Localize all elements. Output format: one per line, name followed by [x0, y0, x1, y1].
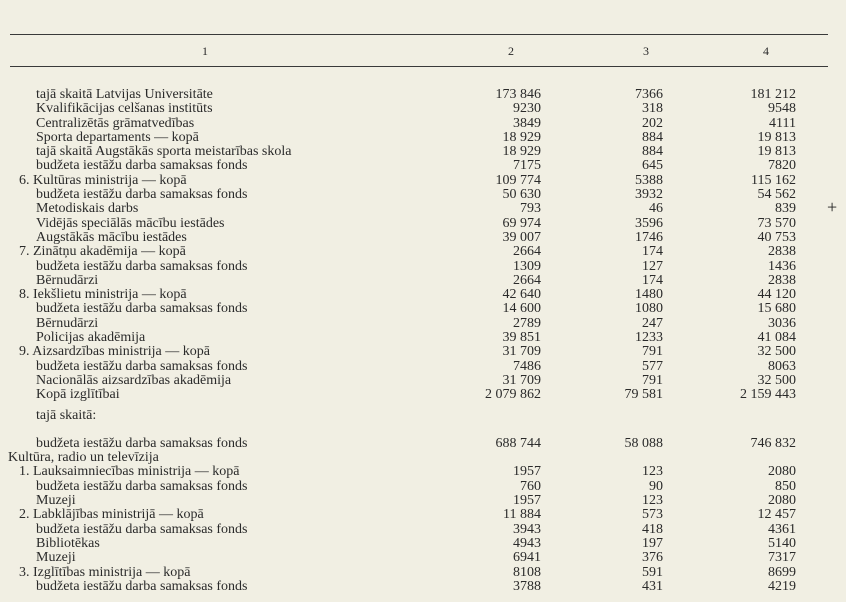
value-col-4: 40 753 — [757, 229, 796, 245]
value-col-2: 3788 — [513, 578, 541, 594]
value-col-4: 4361 — [768, 521, 796, 537]
value-col-2: 31 709 — [502, 344, 541, 360]
row-label: Augstākās mācību iestādes — [36, 229, 187, 245]
value-col-2: 2 079 862 — [485, 387, 541, 403]
table-row — [0, 537, 846, 551]
value-col-2: 6941 — [513, 550, 541, 566]
value-col-3: 46 — [649, 201, 663, 217]
value-col-3: 5388 — [635, 172, 663, 188]
value-col-2: 7486 — [513, 358, 541, 374]
value-col-3: 318 — [642, 101, 663, 117]
value-col-2: 31 709 — [502, 372, 541, 388]
table-row — [0, 494, 846, 508]
value-col-3: 123 — [642, 464, 663, 480]
value-col-3: 791 — [642, 372, 663, 388]
value-col-4: 19 813 — [757, 129, 796, 145]
value-col-3: 573 — [642, 507, 663, 523]
table-row — [0, 102, 846, 116]
table-row — [0, 374, 846, 388]
value-col-2: 42 640 — [502, 287, 541, 303]
value-col-2: 50 630 — [502, 187, 541, 203]
row-label: Nacionālās aizsardzības akadēmija — [36, 372, 232, 388]
value-col-2: 18 929 — [502, 129, 541, 145]
row-label: 6. Kultūras ministrija — kopā — [19, 172, 187, 188]
row-label: 8. Iekšlietu ministrija — kopā — [19, 287, 187, 303]
table-row — [0, 480, 846, 494]
table-row — [0, 88, 846, 102]
table-row — [0, 508, 846, 522]
header-col-1: 1 — [202, 44, 208, 58]
value-col-3: 174 — [642, 272, 663, 288]
value-col-4: 3036 — [768, 315, 796, 331]
table-row — [0, 274, 846, 288]
row-label: tajā skaitā Augstākās sporta meistarības skola — [36, 144, 292, 160]
value-col-4: 9548 — [768, 101, 796, 117]
value-col-2: 11 884 — [503, 507, 541, 523]
table-row — [0, 580, 846, 594]
value-col-4: 12 457 — [757, 507, 796, 523]
value-col-4: 1436 — [768, 258, 796, 274]
value-col-3: 127 — [642, 258, 663, 274]
value-col-4: 2838 — [768, 244, 796, 260]
table-row — [0, 188, 846, 202]
header-col-4: 4 — [763, 44, 769, 58]
row-label: budžeta iestāžu darba samaksas fonds — [36, 521, 248, 537]
row-label: tajā skaitā: — [36, 407, 97, 423]
value-col-4: 2080 — [768, 464, 796, 480]
value-col-4: 32 500 — [757, 372, 796, 388]
row-label: Metodiskais darbs — [36, 201, 139, 217]
row-label: Bibliotēkas — [36, 535, 100, 551]
row-label: budžeta iestāžu darba samaksas fonds — [36, 187, 248, 203]
row-label: Sporta departaments — kopā — [36, 129, 199, 145]
value-col-3: 431 — [642, 578, 663, 594]
row-label: 3. Izglītības ministrija — kopā — [19, 564, 191, 580]
table-row — [0, 566, 846, 580]
value-col-3: 418 — [642, 521, 663, 537]
header-rule — [10, 66, 828, 67]
value-col-2: 9230 — [513, 101, 541, 117]
value-col-4: 41 084 — [757, 330, 796, 346]
row-label: Kultūra, radio un televīzija — [8, 450, 159, 466]
value-col-2: 1309 — [513, 258, 541, 274]
table-row — [0, 174, 846, 188]
value-col-4: 8699 — [768, 564, 796, 580]
value-col-4: 850 — [775, 478, 796, 494]
row-label: 9. Aizsardzības ministrija — kopā — [19, 344, 210, 360]
table-row — [0, 288, 846, 302]
table-row — [0, 551, 846, 565]
value-col-3: 90 — [649, 478, 663, 494]
value-col-2: 8108 — [513, 564, 541, 580]
value-col-4: 44 120 — [757, 287, 796, 303]
row-label: Bērnudārzi — [36, 315, 99, 331]
row-label: Kopā izglītībai — [36, 387, 120, 403]
value-col-4: 2 159 443 — [740, 387, 796, 403]
table-row — [0, 465, 846, 479]
value-col-3: 202 — [642, 115, 663, 131]
value-col-3: 7366 — [635, 87, 663, 102]
value-col-3: 1746 — [635, 229, 663, 245]
budget-table — [0, 88, 846, 594]
row-label: budžeta iestāžu darba samaksas fonds — [36, 358, 248, 374]
value-col-3: 3596 — [635, 215, 663, 231]
value-col-4: 32 500 — [757, 344, 796, 360]
row-label: budžeta iestāžu darba samaksas fonds — [36, 258, 248, 274]
table-row — [0, 360, 846, 374]
row-label: Muzeji — [36, 550, 76, 566]
value-col-4: 2080 — [768, 493, 796, 509]
value-col-2: 69 974 — [502, 215, 541, 231]
value-col-2: 39 851 — [502, 330, 541, 346]
value-col-3: 247 — [642, 315, 663, 331]
value-col-2: 14 600 — [502, 301, 541, 317]
value-col-4: 2838 — [768, 272, 796, 288]
value-col-3: 645 — [642, 158, 663, 174]
table-row — [0, 317, 846, 331]
header-col-2: 2 — [508, 44, 514, 58]
table-row — [0, 145, 846, 159]
value-col-4: 5140 — [768, 535, 796, 551]
value-col-2: 793 — [520, 201, 541, 217]
value-col-4: 839 — [775, 201, 796, 217]
value-col-2: 18 929 — [502, 144, 541, 160]
value-col-2: 7175 — [513, 158, 541, 174]
row-label: 1. Lauksaimniecības ministrija — kopā — [19, 464, 240, 480]
table-row — [0, 437, 846, 451]
value-col-3: 123 — [642, 493, 663, 509]
value-col-4: 4219 — [768, 578, 796, 594]
value-col-3: 791 — [642, 344, 663, 360]
value-col-3: 197 — [642, 535, 663, 551]
table-row — [0, 117, 846, 131]
row-label: budžeta iestāžu darba samaksas fonds — [36, 578, 248, 594]
value-col-2: 1957 — [513, 464, 541, 480]
value-col-2: 173 846 — [495, 87, 541, 102]
value-col-2: 688 744 — [495, 435, 541, 451]
row-label: Kvalifikācijas celšanas institūts — [36, 101, 213, 117]
value-col-3: 174 — [642, 244, 663, 260]
value-col-4: 54 562 — [757, 187, 796, 203]
row-label: Centralizētās grāmatvedības — [36, 115, 195, 131]
table-row — [0, 523, 846, 537]
value-col-2: 3943 — [513, 521, 541, 537]
row-label: Policijas akadēmija — [36, 330, 146, 346]
value-col-4: 746 832 — [750, 435, 796, 451]
table-row — [0, 331, 846, 345]
value-col-4: 7317 — [768, 550, 796, 566]
value-col-2: 4943 — [513, 535, 541, 551]
row-label: Muzeji — [36, 493, 76, 509]
value-col-2: 3849 — [513, 115, 541, 131]
table-row — [0, 217, 846, 231]
row-label: 2. Labklājības ministrijā — kopā — [19, 507, 204, 523]
row-label: tajā skaitā Latvijas Universitāte — [36, 87, 213, 102]
value-col-3: 3932 — [635, 187, 663, 203]
row-label: Vidējās speciālās mācību iestādes — [36, 215, 225, 231]
value-col-2: 2664 — [513, 272, 541, 288]
value-col-3: 884 — [642, 144, 663, 160]
value-col-3: 884 — [642, 129, 663, 145]
value-col-2: 109 774 — [495, 172, 541, 188]
row-label: budžeta iestāžu darba samaksas fonds — [36, 158, 248, 174]
top-rule — [10, 34, 828, 35]
value-col-4: 115 162 — [751, 172, 796, 188]
value-col-2: 2789 — [513, 315, 541, 331]
table-row — [0, 245, 846, 259]
table-row — [0, 231, 846, 245]
header-col-3: 3 — [643, 44, 649, 58]
value-col-2: 760 — [520, 478, 541, 494]
row-label: budžeta iestāžu darba samaksas fonds — [36, 435, 248, 451]
value-col-2: 1957 — [513, 493, 541, 509]
value-col-3: 1080 — [635, 301, 663, 317]
table-row — [0, 302, 846, 316]
value-col-3: 591 — [642, 564, 663, 580]
table-row — [0, 388, 846, 402]
value-col-3: 58 088 — [624, 435, 663, 451]
table-row — [0, 345, 846, 359]
crosshair-cursor-icon: + — [827, 197, 838, 217]
table-row — [0, 202, 846, 216]
row-label: 7. Zinātņu akadēmija — kopā — [19, 244, 186, 260]
value-col-3: 577 — [642, 358, 663, 374]
value-col-4: 4111 — [769, 115, 796, 131]
value-col-3: 79 581 — [624, 387, 663, 403]
value-col-3: 1480 — [635, 287, 663, 303]
row-label: budžeta iestāžu darba samaksas fonds — [36, 301, 248, 317]
table-row — [0, 260, 846, 274]
table-row — [0, 451, 846, 465]
value-col-4: 19 813 — [757, 144, 796, 160]
value-col-2: 2664 — [513, 244, 541, 260]
value-col-2: 39 007 — [502, 229, 541, 245]
value-col-4: 15 680 — [757, 301, 796, 317]
value-col-4: 181 212 — [750, 87, 796, 102]
table-row — [0, 409, 846, 423]
value-col-4: 73 570 — [757, 215, 796, 231]
value-col-3: 376 — [642, 550, 663, 566]
table-row — [0, 131, 846, 145]
value-col-4: 7820 — [768, 158, 796, 174]
table-row — [0, 159, 846, 173]
row-label: budžeta iestāžu darba samaksas fonds — [36, 478, 248, 494]
row-label: Bērnudārzi — [36, 272, 99, 288]
value-col-3: 1233 — [635, 330, 663, 346]
value-col-4: 8063 — [768, 358, 796, 374]
